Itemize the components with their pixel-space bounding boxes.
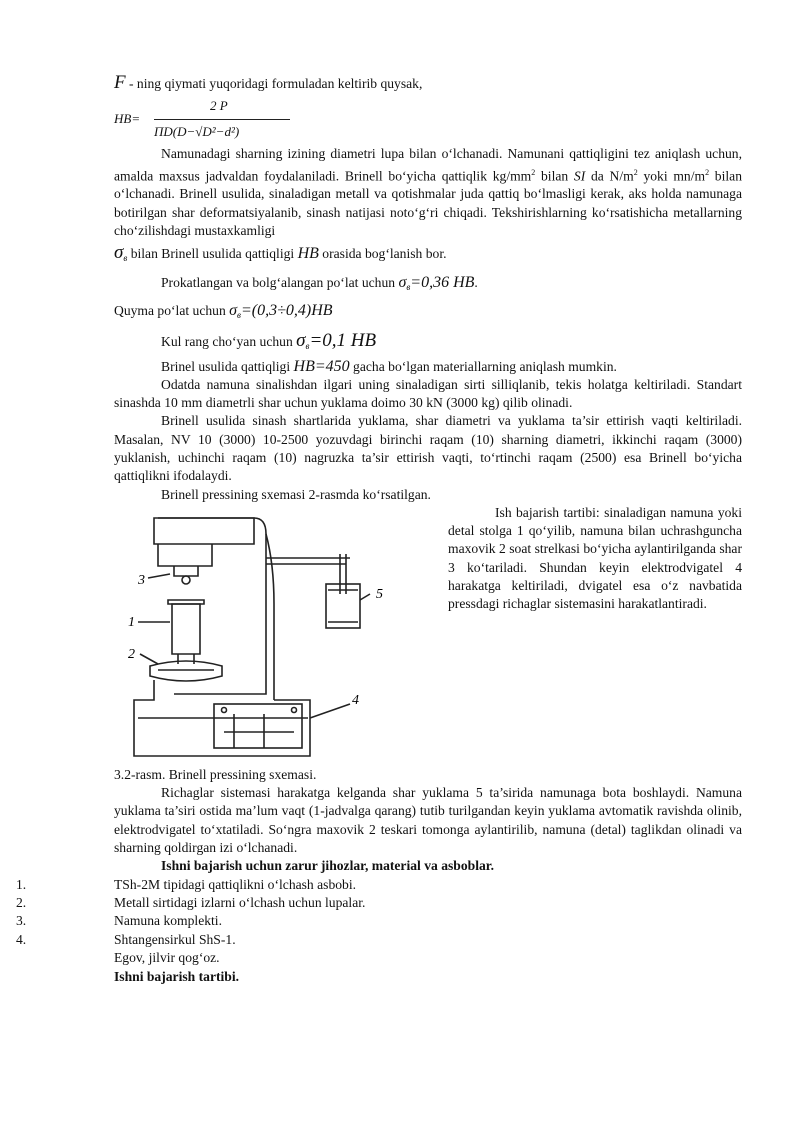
fraction-bar [154, 119, 290, 120]
label-1: 1 [128, 614, 135, 630]
press-head [158, 544, 212, 566]
list-item-text: Egov, jilvir qog‘oz. [114, 949, 220, 965]
paragraph-test-conditions: Brinell usulida sinash shartlarida yuklama, shar diametri va yuklama ta’sir ettirish vaqti keltiriladi. Masalan, NV 10 (3000) 10-2500 yozuvdagi birinchi raqam (10) sharning diametri, ikkinchi raqam (3000) yuklanish, uchinchi raqam (10) nagruzka ta’sir ettirish vaqti, to‘rtinchi raqam (2500) esa Brinell bo‘yicha qattiqlikni ifodalaydi. [114, 413, 742, 484]
list-item-text: TSh-2M tipidagi qattiqlikni o‘lchash asbobi. [114, 876, 357, 892]
handwheel [150, 661, 222, 681]
formula-numerator: 2 P [210, 98, 228, 114]
cast-steel-line: Quyma po‘lat uchun $\sigma_в=(0,3\div 0,4)HB$ [114, 301, 333, 320]
formula-lhs: HB= [114, 111, 141, 127]
prokat-steel-line: Prokatlangan va bolg‘alangan po‘lat uchun $\sigma_в=0,36$ HB. [161, 273, 478, 292]
figure-row [114, 504, 742, 766]
spindle [172, 604, 200, 654]
list-item-number: 4. [16, 931, 27, 947]
label-2: 2 [128, 646, 135, 662]
label-5: 5 [376, 586, 383, 602]
intro-line [114, 74, 742, 93]
list-item-text: Namuna komplekti. [114, 913, 222, 929]
formula-denominator: ПD(D−√D²−d²) [154, 124, 240, 140]
paragraph-press-scheme: Brinell pressining sxemasi 2-rasmda ko‘rsatilgan. [161, 486, 431, 502]
document-page [16, 72, 742, 986]
force-symbol: F [114, 72, 126, 93]
paragraph-preparation: Odatda namuna sinalishdan ilgari uning sinaladigan sirti silliqlanib, tekis holatga keltiriladi. Standart sinashda 10 mm diametrli shar uchun yuklama doimo 30 kN (3000 kg) qilib olinadi. [114, 376, 742, 411]
list-item-number: 3. [16, 913, 27, 929]
brinell-limit-line: Brinel usulida qattiqligi HB=450 gacha bo‘lgan materiallarning aniqlash mumkin. [161, 357, 617, 375]
label-4: 4 [352, 692, 359, 708]
grey-iron-line: Kul rang cho‘yan uchun $\sigma_в=0,1$ HB [161, 330, 377, 352]
list-item-number: 1. [16, 876, 27, 892]
heading-order: Ishni bajarish tartibi. [114, 968, 240, 984]
list-item-number: 2. [16, 894, 27, 910]
lever-arm [266, 558, 350, 564]
tools-list [16, 876, 742, 986]
paragraph-lever-system: Richaglar sistemasi harakatga kelganda shar yuklama 5 ta’sirida namunaga bota boshlaydi. Namuna yuklama ta’siri ostida ma’lum vaqt (1-jadvalga qarang) tutib turilgandan keyin yuklama avtomatik ravishda olinib, elektrodvigatel to‘xtatiladi. So‘ngra maxovik 2 teskari tomonga aylantirilib, namuna (detal) taglikdan olinadi va sharning qoldirgan izi o‘lchanadi. [114, 785, 742, 856]
label-3: 3 [138, 572, 145, 588]
procedure-text: Ish bajarish tartibi: sinaladigan namuna yoki detal stolga 1 qo‘yilib, namuna bilan uchrashguncha maxovik 2 soat strelkasi bo‘yicha aylantirilganda shar 3 ko‘tariladi. Shundan keyin elektrodvigatel 4 harakatga keltiriladi, dvigatel esa o‘z navbatida pressdagi richaglar sistemasini harakatlantiradi. [448, 504, 742, 612]
paragraph-hardness-measurement: Namunadagi sharning izining diametri lupa bilan o‘lchanadi. Namunani qattiqligini tez aniqlash uchun, amalda maxsus jadvaldan foydalaniladi. Brinell bo‘yicha qattiqlik $kg/mm^2$ bilan SI da $N/m^2$ yoki $mn/m^2$ bilan o‘lchanadi. Brinell usulida, sinaladigan metall va qotishmalar juda qattiq bo‘lmasligi kerak, aks holda namunaga botirilgan shar deformatsiyalanib, sinash natijasi noto‘g‘ri chiqadi. Tekshirishlarning ko‘rsatishicha metallarning cho‘zilishdagi mustaxkamligi [114, 146, 742, 239]
brinell-press-diagram [114, 504, 444, 766]
figure-caption: 3.2-rasm. Brinell pressining sxemasi. [114, 766, 317, 782]
heading-tools: Ishni bajarish uchun zarur jihozlar, material va asboblar. [161, 858, 494, 874]
hb-formula [114, 93, 742, 151]
intro-text: - ning qiymati yuqoridagi formuladan keltirib quysak, [125, 76, 423, 91]
sigma-relation-line: $\sigma_в$ bilan Brinell usulida qattiqligi HB orasida bog‘lanish bor. [114, 242, 447, 264]
list-item-text: Metall sirtidagi izlarni o‘lchash uchun lupalar. [114, 894, 366, 910]
list-item-text: Shtangensirkul ShS-1. [114, 931, 236, 947]
